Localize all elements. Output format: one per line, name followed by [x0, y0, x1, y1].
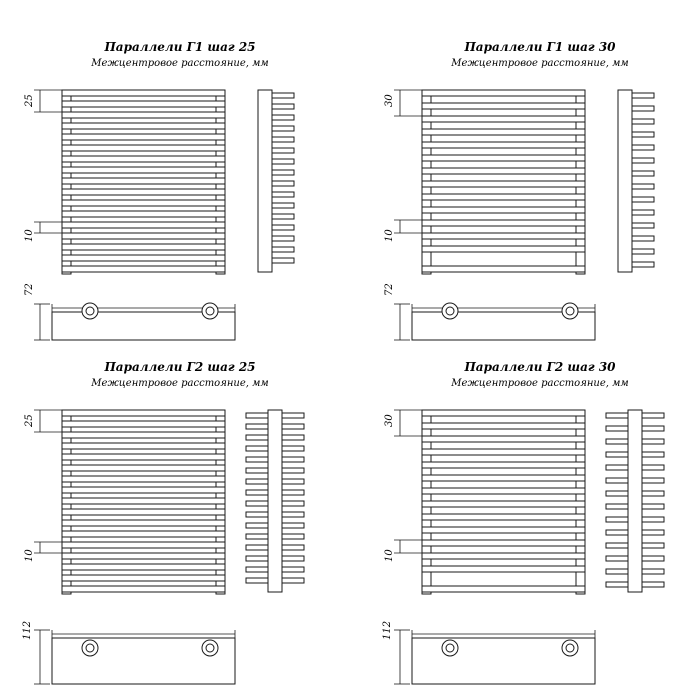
drawing-g2-step25	[30, 402, 340, 692]
dim-depth: 72	[384, 283, 395, 297]
dim-lower-pitch: 10	[24, 229, 35, 243]
dim-top-pitch: 30	[384, 414, 395, 428]
dimension-lines	[34, 410, 64, 553]
plan-view	[394, 630, 595, 684]
front-view	[422, 410, 585, 594]
plan-view	[34, 630, 235, 684]
dim-top-pitch: 25	[24, 414, 35, 428]
dimension-lines	[394, 410, 424, 553]
drawing-g2-step30	[390, 402, 700, 692]
plan-view	[394, 303, 595, 340]
figure-title: Параллели Г1 шаг 25	[104, 40, 256, 54]
plan-view	[34, 303, 235, 340]
dimension-lines	[394, 90, 424, 233]
dim-depth: 72	[24, 283, 35, 297]
figure-subtitle: Межцентровое расстояние, мм	[451, 378, 629, 389]
dim-lower-pitch: 10	[384, 549, 395, 563]
dim-lower-pitch: 10	[24, 549, 35, 563]
dim-top-pitch: 30	[384, 94, 395, 108]
front-view	[62, 90, 225, 274]
dimension-lines	[34, 90, 64, 233]
side-view	[606, 410, 664, 592]
dim-depth: 112	[382, 620, 393, 640]
front-view	[62, 410, 225, 594]
figure-subtitle: Межцентровое расстояние, мм	[451, 58, 629, 69]
figure-title: Параллели Г2 шаг 25	[104, 360, 256, 374]
figure-title: Параллели Г1 шаг 30	[464, 40, 616, 54]
side-view	[246, 410, 304, 592]
dim-lower-pitch: 10	[384, 229, 395, 243]
side-view	[618, 90, 654, 272]
figure-g1-step30	[384, 40, 690, 297]
figure-g2-step30	[382, 360, 690, 640]
figure-g1-step25	[24, 40, 330, 297]
side-view	[258, 90, 294, 272]
drawing-g1-step30	[390, 82, 700, 352]
figure-g2-step25	[22, 360, 330, 640]
figure-subtitle: Межцентровое расстояние, мм	[91, 378, 269, 389]
dim-top-pitch: 25	[24, 94, 35, 108]
figure-title: Параллели Г2 шаг 30	[464, 360, 616, 374]
dim-depth: 112	[22, 620, 33, 640]
front-view	[422, 90, 585, 274]
figure-subtitle: Межцентровое расстояние, мм	[91, 58, 269, 69]
drawing-g1-step25	[30, 82, 340, 352]
